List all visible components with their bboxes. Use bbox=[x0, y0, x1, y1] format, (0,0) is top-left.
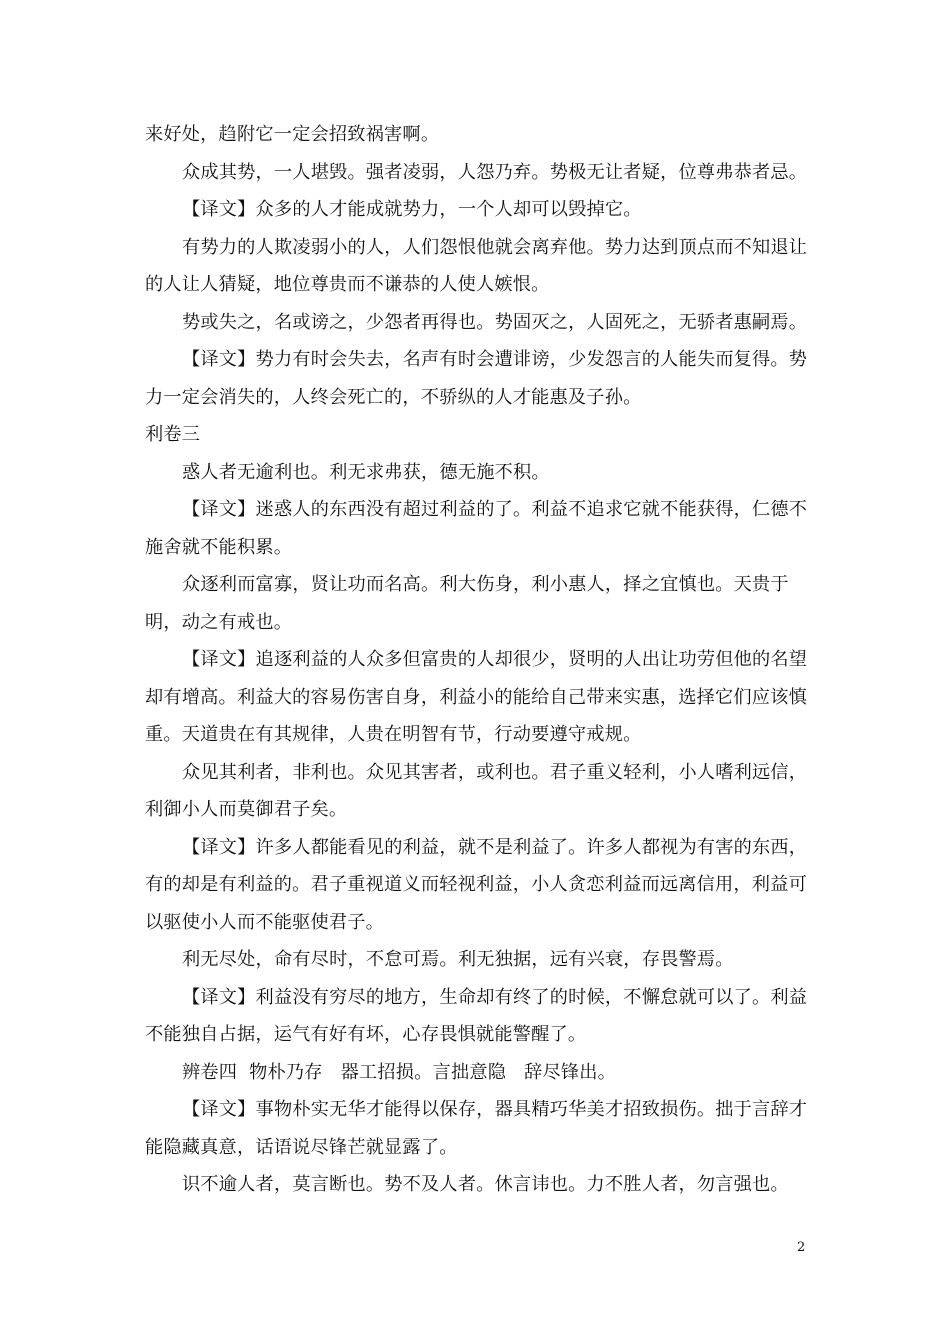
paragraph-7: 惑人者无逾利也。利无求弗获，德无施不积。 bbox=[182, 461, 550, 483]
paragraph-17: 识不逾人者，莫言断也。势不及人者。休言讳也。力不胜人者，勿言强也。 bbox=[182, 1174, 789, 1195]
page-number: 2 bbox=[797, 1240, 806, 1255]
paragraph-11: 众见其利者，非利也。众见其害者，或利也。君子重义轻利，小人嗜利远信，利御小人而莫御君子矣。 bbox=[145, 761, 808, 820]
paragraph-0: 来好处，趋附它一定会招致祸害啊。 bbox=[145, 124, 440, 145]
paragraph-2: 【译文】众多的人才能成就势力，一个人却可以毁掉它。 bbox=[182, 199, 642, 220]
paragraph-5: 【译文】势力有时会失去，名声有时会遭诽谤，少发怨言的人能失而复得。势力一定会消失的，人终会死亡的，不骄纵的人才能惠及子孙。 bbox=[145, 349, 808, 408]
paragraph-16: 【译文】事物朴实无华才能得以保存，器具精巧华美才招致损伤。拙于言辞才能隐藏真意，话语说尽锋芒就显露了。 bbox=[145, 1099, 808, 1158]
section-heading-li-volume-3: 利卷三 bbox=[145, 424, 201, 445]
paragraph-10: 【译文】追逐利益的人众多但富贵的人却很少，贤明的人出让功劳但他的名望却有增高。利益大的容易伤害自身，利益小的能给自己带来实惠，选择它们应该慎重。天道贵在有其规律，人贵在明智有节，行动要遵守戒规。 bbox=[145, 649, 808, 745]
paragraph-3: 有势力的人欺凌弱小的人，人们怨恨他就会离弃他。势力达到顶点而不知退让的人让人猜疑，地位尊贵而不谦恭的人使人嫉恨。 bbox=[145, 236, 808, 295]
section-heading-bian-volume-4: 辨卷四 物朴乃存 器工招损。言拙意隐 辞尽锋出。 bbox=[182, 1061, 616, 1083]
paragraph-13: 利无尽处，命有尽时，不怠可焉。利无独据，远有兴衰，存畏警焉。 bbox=[182, 949, 734, 970]
paragraph-8: 【译文】迷惑人的东西没有超过利益的了。利益不追求它就不能获得，仁德不施舍就不能积累。 bbox=[145, 499, 808, 558]
paragraph-1: 众成其势，一人堪毁。强者凌弱，人怨乃弃。势极无让者疑，位尊弗恭者忌。 bbox=[182, 161, 808, 183]
paragraph-14: 【译文】利益没有穷尽的地方，生命却有终了的时候，不懈怠就可以了。利益不能独自占据，运气有好有坏，心存畏惧就能警醒了。 bbox=[145, 986, 808, 1045]
paragraph-12: 【译文】许多人都能看见的利益，就不是利益了。许多人都视为有害的东西，有的却是有利益的。君子重视道义而轻视利益，小人贪恋利益而远离信用，利益可以驱使小人而不能驱使君子。 bbox=[145, 836, 808, 933]
paragraph-4: 势或失之，名或谤之，少怨者再得也。势固灭之，人固死之，无骄者惠嗣焉。 bbox=[182, 311, 808, 333]
paragraph-9: 众逐利而富寡，贤让功而名高。利大伤身，利小惠人，择之宜慎也。天贵于明，动之有戒也。 bbox=[145, 574, 789, 633]
document-body bbox=[145, 116, 813, 1204]
